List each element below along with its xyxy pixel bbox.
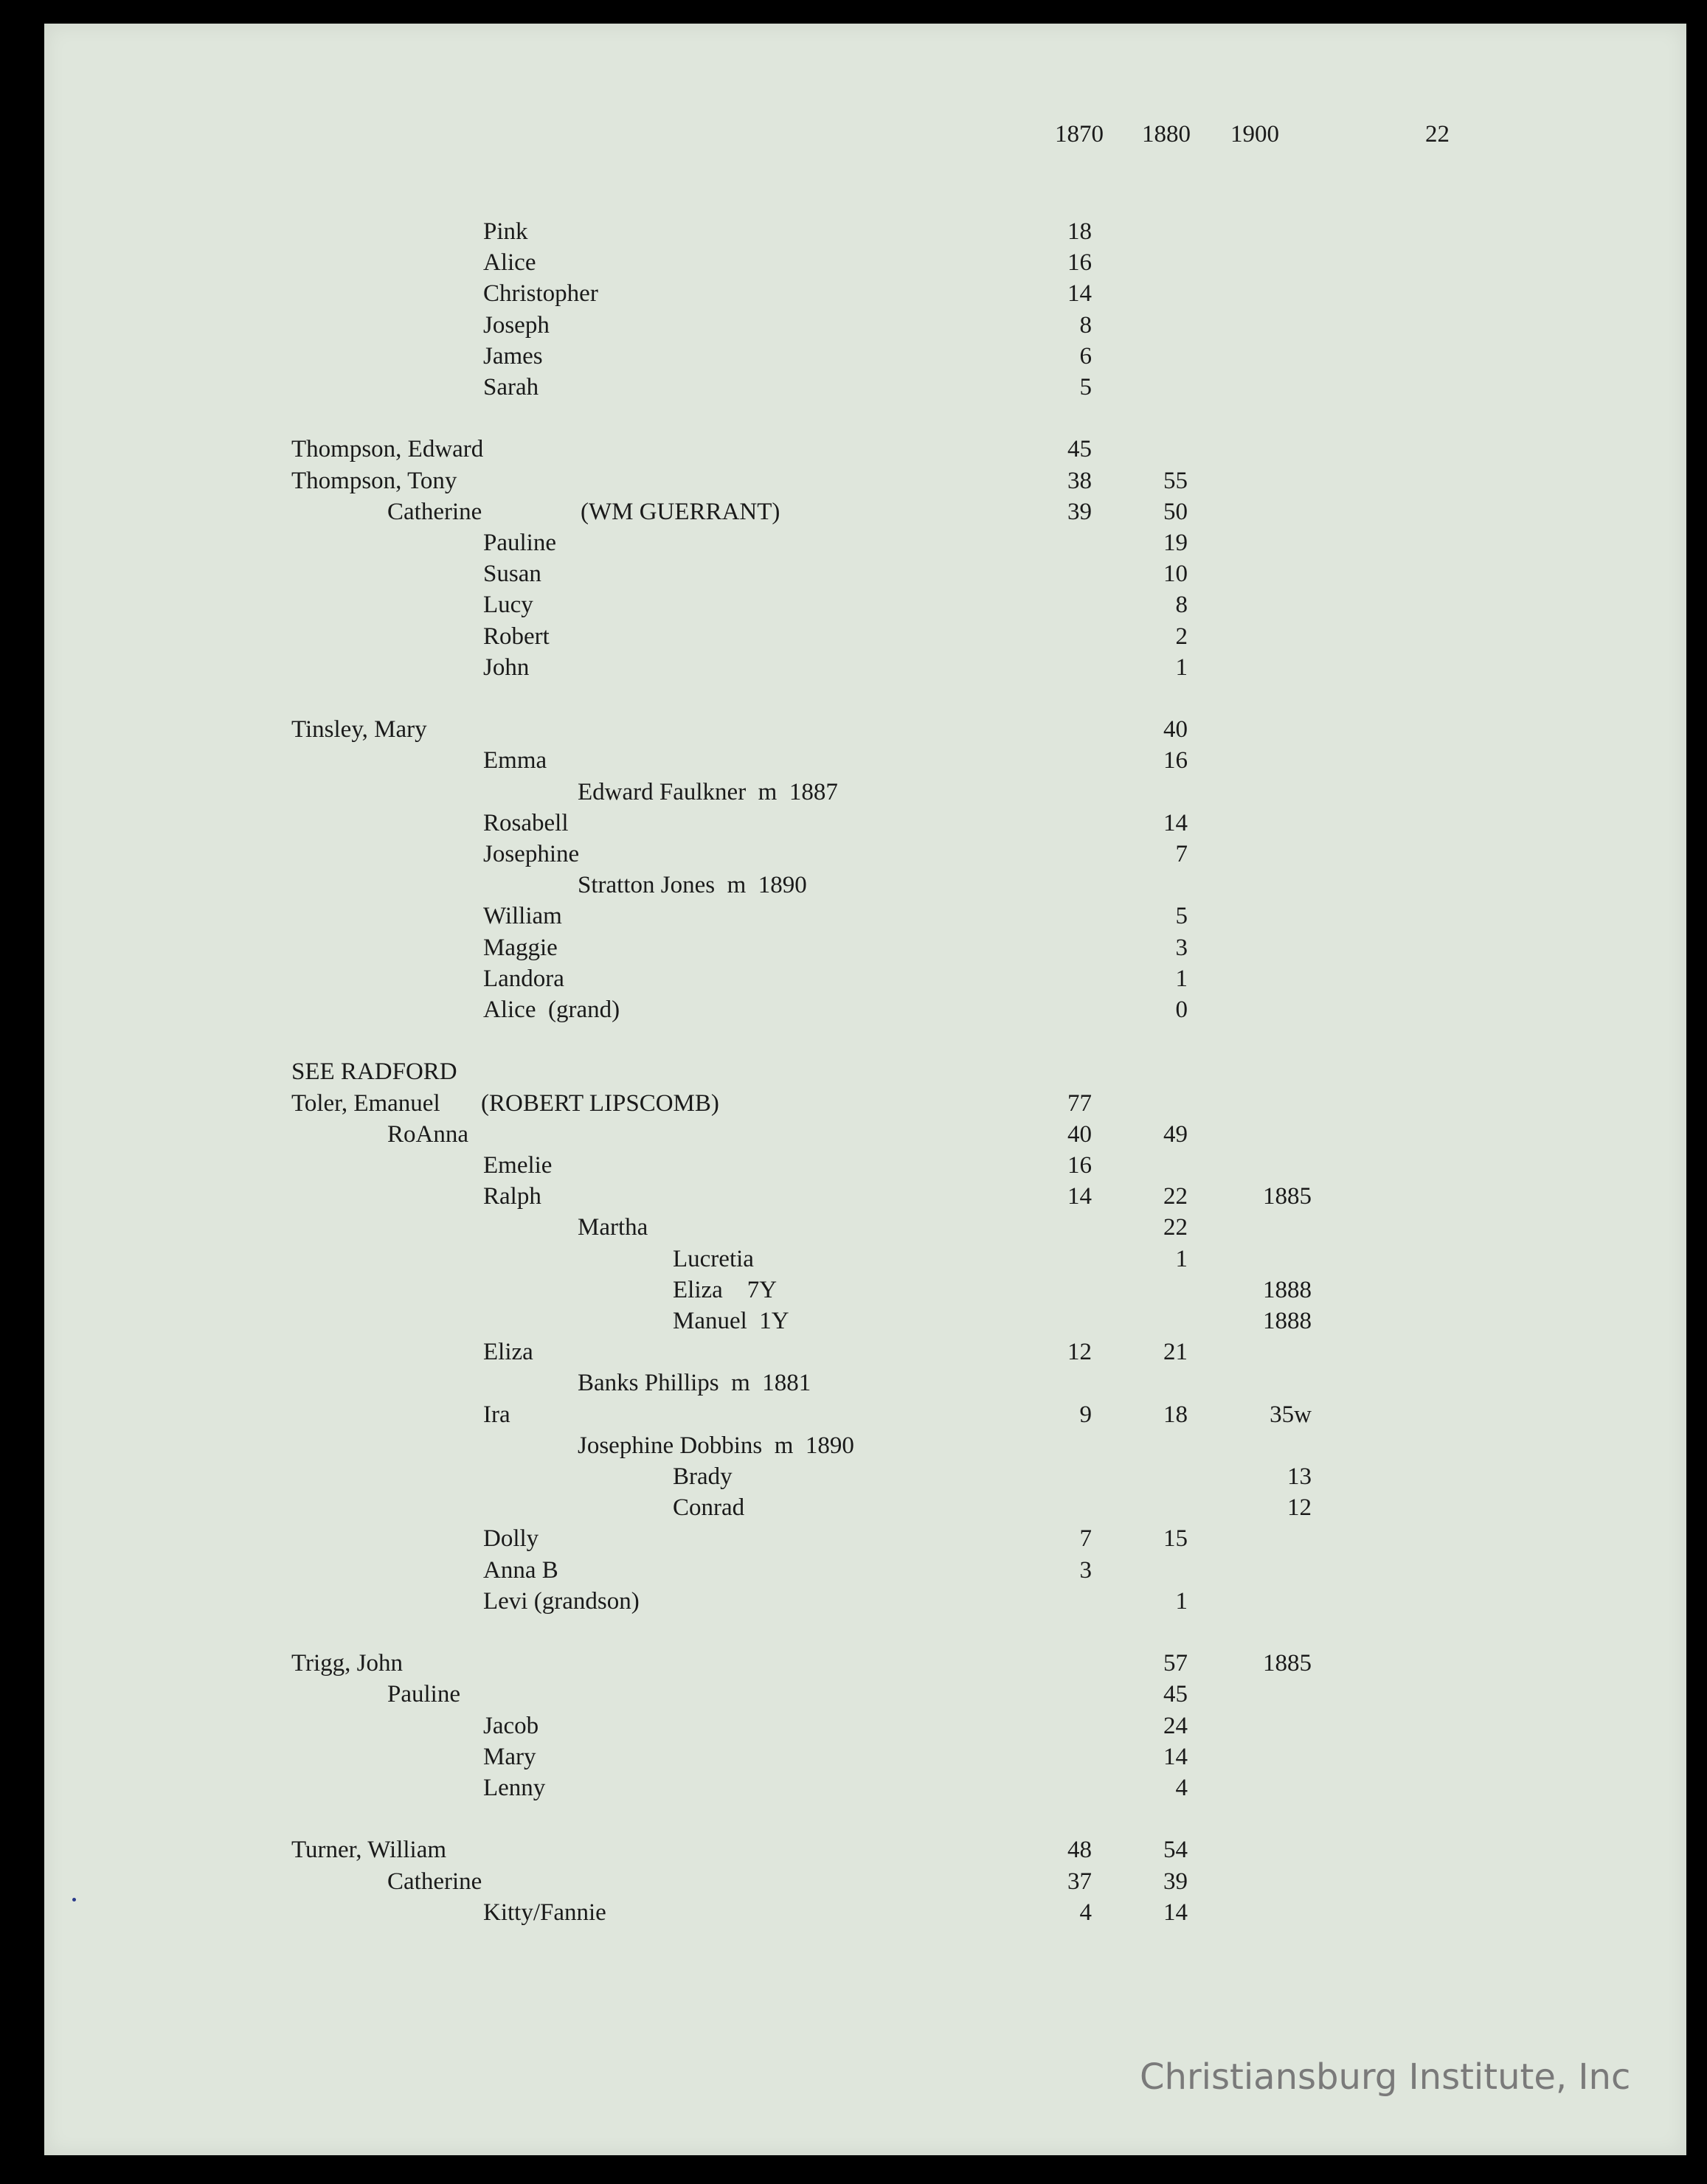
table-row-name: Anna B xyxy=(483,1556,558,1584)
table-cell-1880: 0 xyxy=(1175,996,1188,1023)
table-row-name: Trigg, John xyxy=(291,1650,403,1677)
table-row-name: Pauline xyxy=(387,1681,460,1708)
table-cell-1880: 24 xyxy=(1163,1712,1188,1739)
table-cell-1870: 12 xyxy=(1067,1339,1092,1366)
table-cell-1870: 38 xyxy=(1067,467,1092,494)
table-cell-1880: 14 xyxy=(1163,1899,1188,1926)
table-cell-1870: 40 xyxy=(1067,1120,1092,1148)
table-row-name: Tinsley, Mary xyxy=(291,716,427,743)
table-cell-1870: 8 xyxy=(1079,311,1092,339)
table-cell-1870: 3 xyxy=(1079,1556,1092,1584)
table-row-name: Turner, William xyxy=(291,1837,447,1864)
table-row-name: Pauline xyxy=(483,530,556,556)
table-row-name: Ira xyxy=(483,1401,510,1428)
column-header-1880: 1880 xyxy=(1142,121,1191,148)
table-row-name: Lucy xyxy=(483,592,533,619)
table-cell-1870: 4 xyxy=(1079,1899,1092,1926)
table-cell-1880: 14 xyxy=(1163,1743,1188,1770)
table-cell-1880: 2 xyxy=(1175,623,1188,650)
table-cell-1870: 77 xyxy=(1067,1089,1092,1117)
table-row-name: Catherine xyxy=(387,1868,482,1895)
table-cell-1870: 14 xyxy=(1067,1183,1092,1210)
table-row-name: Emelie xyxy=(483,1152,553,1179)
table-cell-1880: 19 xyxy=(1163,530,1188,556)
table-cell-1900: 12 xyxy=(1287,1494,1312,1522)
table-cell-1880: 10 xyxy=(1163,561,1188,588)
table-row-name: Banks Phillips m 1881 xyxy=(578,1370,811,1397)
table-row-name: Pink xyxy=(483,218,528,245)
table-row-note: (WM GUERRANT) xyxy=(581,498,780,525)
table-row-name: Josephine Dobbins m 1890 xyxy=(578,1432,854,1459)
table-row-name: Thompson, Edward xyxy=(291,436,484,463)
table-cell-1880: 50 xyxy=(1163,498,1188,525)
table-row-name: James xyxy=(483,342,543,370)
table-cell-1880: 1 xyxy=(1175,965,1188,992)
table-row-name: William xyxy=(483,903,562,930)
table-cell-1870: 16 xyxy=(1067,249,1092,277)
table-cell-1880: 39 xyxy=(1163,1868,1188,1895)
table-cell-1880: 4 xyxy=(1175,1775,1188,1801)
table-row-name: Alice xyxy=(483,249,536,277)
column-header-1900: 1900 xyxy=(1230,121,1279,148)
table-row-name: Brady xyxy=(673,1463,733,1490)
table-row-name: Sarah xyxy=(483,374,539,401)
table-row-name: SEE RADFORD xyxy=(291,1058,457,1086)
table-cell-1880: 15 xyxy=(1163,1525,1188,1553)
table-cell-1900: 1888 xyxy=(1263,1276,1312,1303)
table-cell-1880: 1 xyxy=(1175,654,1188,681)
table-cell-1870: 37 xyxy=(1067,1868,1092,1895)
table-cell-1880: 1 xyxy=(1175,1245,1188,1272)
table-cell-1900: 1885 xyxy=(1263,1183,1312,1210)
table-cell-1870: 14 xyxy=(1067,280,1092,308)
table-cell-1900: 1885 xyxy=(1263,1650,1312,1677)
table-cell-1880: 5 xyxy=(1175,903,1188,930)
table-cell-1880: 18 xyxy=(1163,1401,1188,1428)
table-cell-1880: 57 xyxy=(1163,1650,1188,1677)
table-row-name: Lenny xyxy=(483,1775,546,1801)
table-row-name: Eliza xyxy=(483,1339,533,1366)
table-cell-1880: 45 xyxy=(1163,1681,1188,1708)
table-cell-1870: 7 xyxy=(1079,1525,1092,1553)
table-cell-1880: 55 xyxy=(1163,467,1188,494)
table-row-name: Edward Faulkner m 1887 xyxy=(578,778,838,805)
page-number: 22 xyxy=(1425,121,1450,148)
table-row-name: Catherine xyxy=(387,498,482,525)
table-row-name: Ralph xyxy=(483,1183,541,1210)
table-cell-1880: 3 xyxy=(1175,934,1188,961)
table-row-name: Mary xyxy=(483,1743,536,1770)
ink-speck xyxy=(72,1898,76,1902)
table-cell-1880: 14 xyxy=(1163,809,1188,836)
table-row-name: Stratton Jones m 1890 xyxy=(578,872,807,899)
table-row-name: Thompson, Tony xyxy=(291,467,457,494)
watermark: Christiansburg Institute, Inc xyxy=(1140,2056,1631,2098)
table-row-name: Manuel 1Y xyxy=(673,1308,789,1334)
table-cell-1880: 21 xyxy=(1163,1339,1188,1366)
table-row-name: Toler, Emanuel xyxy=(291,1089,440,1117)
table-cell-1870: 6 xyxy=(1079,342,1092,370)
table-row-name: Lucretia xyxy=(673,1245,754,1272)
table-row-name: Jacob xyxy=(483,1712,539,1739)
table-cell-1900: 1888 xyxy=(1263,1308,1312,1334)
table-row-name: Rosabell xyxy=(483,809,569,836)
table-cell-1880: 16 xyxy=(1163,747,1188,774)
table-cell-1880: 1 xyxy=(1175,1587,1188,1615)
table-row-name: Kitty/Fannie xyxy=(483,1899,606,1926)
table-cell-1870: 45 xyxy=(1067,436,1092,463)
table-row-name: Maggie xyxy=(483,934,558,961)
table-row-name: Christopher xyxy=(483,280,598,308)
table-cell-1880: 22 xyxy=(1163,1183,1188,1210)
table-row-name: Martha xyxy=(578,1214,648,1241)
table-cell-1870: 9 xyxy=(1079,1401,1092,1428)
table-cell-1870: 48 xyxy=(1067,1837,1092,1864)
table-cell-1900: 13 xyxy=(1287,1463,1312,1490)
table-cell-1880: 8 xyxy=(1175,592,1188,619)
table-row-name: Levi (grandson) xyxy=(483,1587,640,1615)
table-cell-1900: 35w xyxy=(1270,1401,1312,1428)
table-cell-1870: 18 xyxy=(1067,218,1092,245)
table-row-name: Dolly xyxy=(483,1525,539,1553)
table-cell-1880: 54 xyxy=(1163,1837,1188,1864)
table-cell-1870: 5 xyxy=(1079,374,1092,401)
table-row-name: Joseph xyxy=(483,311,550,339)
table-row-name: Conrad xyxy=(673,1494,745,1522)
table-row-name: Landora xyxy=(483,965,564,992)
table-row-name: Alice (grand) xyxy=(483,996,620,1023)
document-page xyxy=(44,24,1686,2155)
table-row-name: Susan xyxy=(483,561,541,588)
table-row-name: Emma xyxy=(483,747,547,774)
column-header-1870: 1870 xyxy=(1055,121,1104,148)
table-row-name: Robert xyxy=(483,623,550,650)
table-row-name: Josephine xyxy=(483,841,580,867)
table-row-name: RoAnna xyxy=(387,1120,468,1148)
table-cell-1880: 22 xyxy=(1163,1214,1188,1241)
table-row-name: Eliza 7Y xyxy=(673,1276,778,1303)
table-cell-1870: 39 xyxy=(1067,498,1092,525)
table-row-note: (ROBERT LIPSCOMB) xyxy=(481,1089,719,1117)
table-cell-1880: 7 xyxy=(1175,841,1188,867)
table-row-name: John xyxy=(483,654,530,681)
table-cell-1880: 49 xyxy=(1163,1120,1188,1148)
table-cell-1870: 16 xyxy=(1067,1152,1092,1179)
table-cell-1880: 40 xyxy=(1163,716,1188,743)
